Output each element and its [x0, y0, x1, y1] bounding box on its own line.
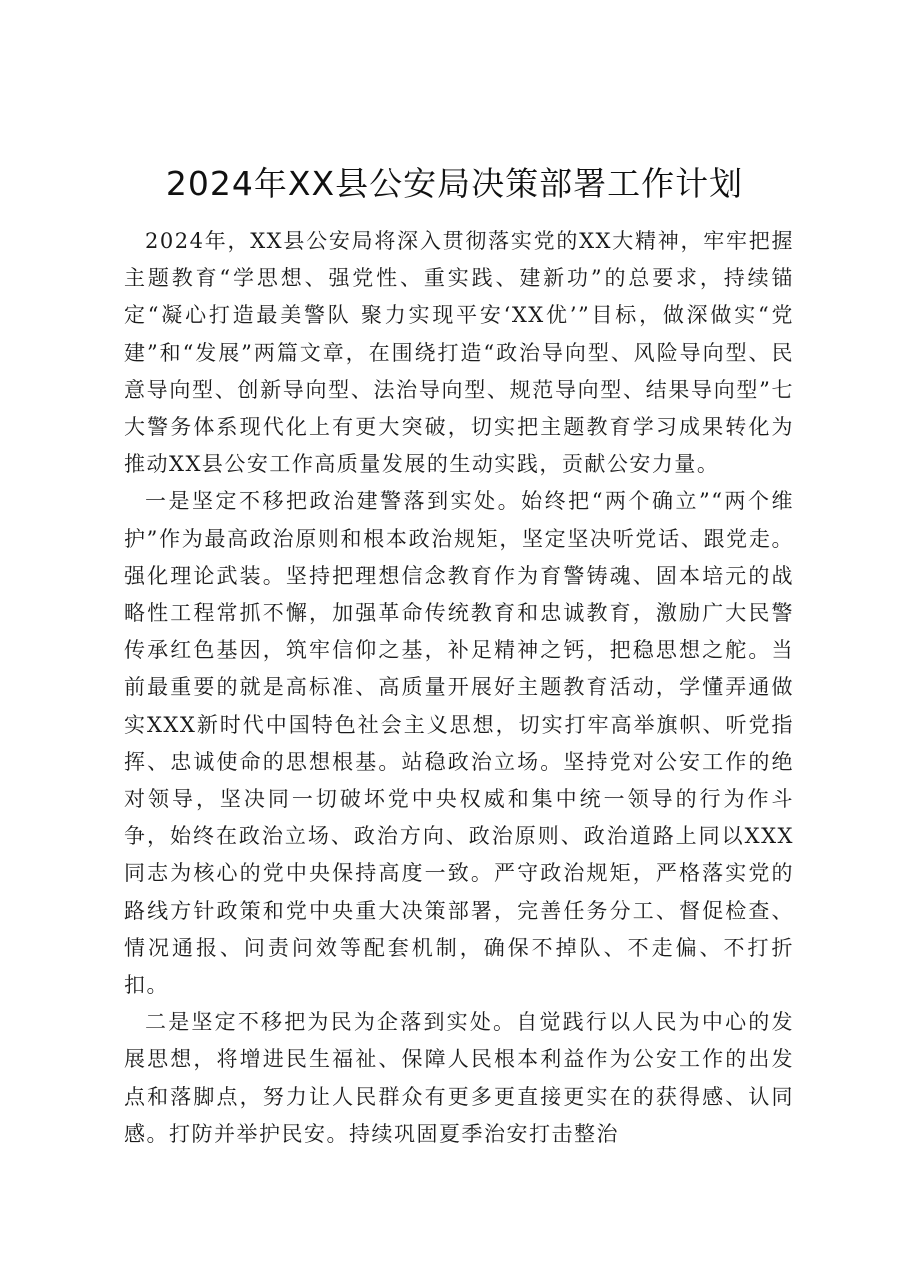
paragraph-people: 二是坚定不移把为民为企落到实处。自觉践行以人民为中心的发展思想，将增进民生福祉、保障人民根本利益作为公安工作的出发点和落脚点，努力让人民群众有更多更直接更实在的获得感、认同感。打防并举护民安。持续巩固夏季治安打击整治 — [124, 1010, 794, 1146]
document-body — [124, 223, 794, 1153]
paragraph-intro: 2024年，XX县公安局将深入贯彻落实党的XX大精神，牢牢把握主题教育“学思想、强党性、重实践、建新功”的总要求，持续锚定“凝心打造最美警队 聚力实现平安‘XX优’”目标，做深做实“党建”和“发展”两篇文章，在围绕打造“政治导向型、风险导向型、民意导向型、创新导向型、法治导向型、规范导向型、结果导向型”七大警务体系现代化上有更大突破，切实把主题教育学习成果转化为推动XX县公安工作高质量发展的生动实践，贡献公安力量。 — [124, 229, 794, 477]
document-title: 2024年XX县公安局决策部署工作计划 — [165, 164, 744, 203]
paragraph-political: 一是坚定不移把政治建警落到实处。始终把“两个确立”“两个维护”作为最高政治原则和根本政治规矩，坚定坚决听党话、跟党走。强化理论武装。坚持把理想信念教育作为育警铸魂、固本培元的战略性工程常抓不懈，加强革命传统教育和忠诚教育，激励广大民警传承红色基因，筑牢信仰之基，补足精神之钙，把稳思想之舵。当前最重要的就是高标准、高质量开展好主题教育活动，学懂弄通做实XXX新时代中国特色社会主义思想，切实打牢高举旗帜、听党指挥、忠诚使命的思想根基。站稳政治立场。坚持党对公安工作的绝对领导，坚决同一切破坏党中央权威和集中统一领导的行为作斗争，始终在政治立场、政治方向、政治原则、政治道路上同以XXX同志为核心的党中央保持高度一致。严守政治规矩，严格落实党的路线方针政策和党中央重大决策部署，完善任务分工、督促检查、情况通报、问责问效等配套机制，确保不掉队、不走偏、不打折扣。 — [124, 489, 794, 998]
